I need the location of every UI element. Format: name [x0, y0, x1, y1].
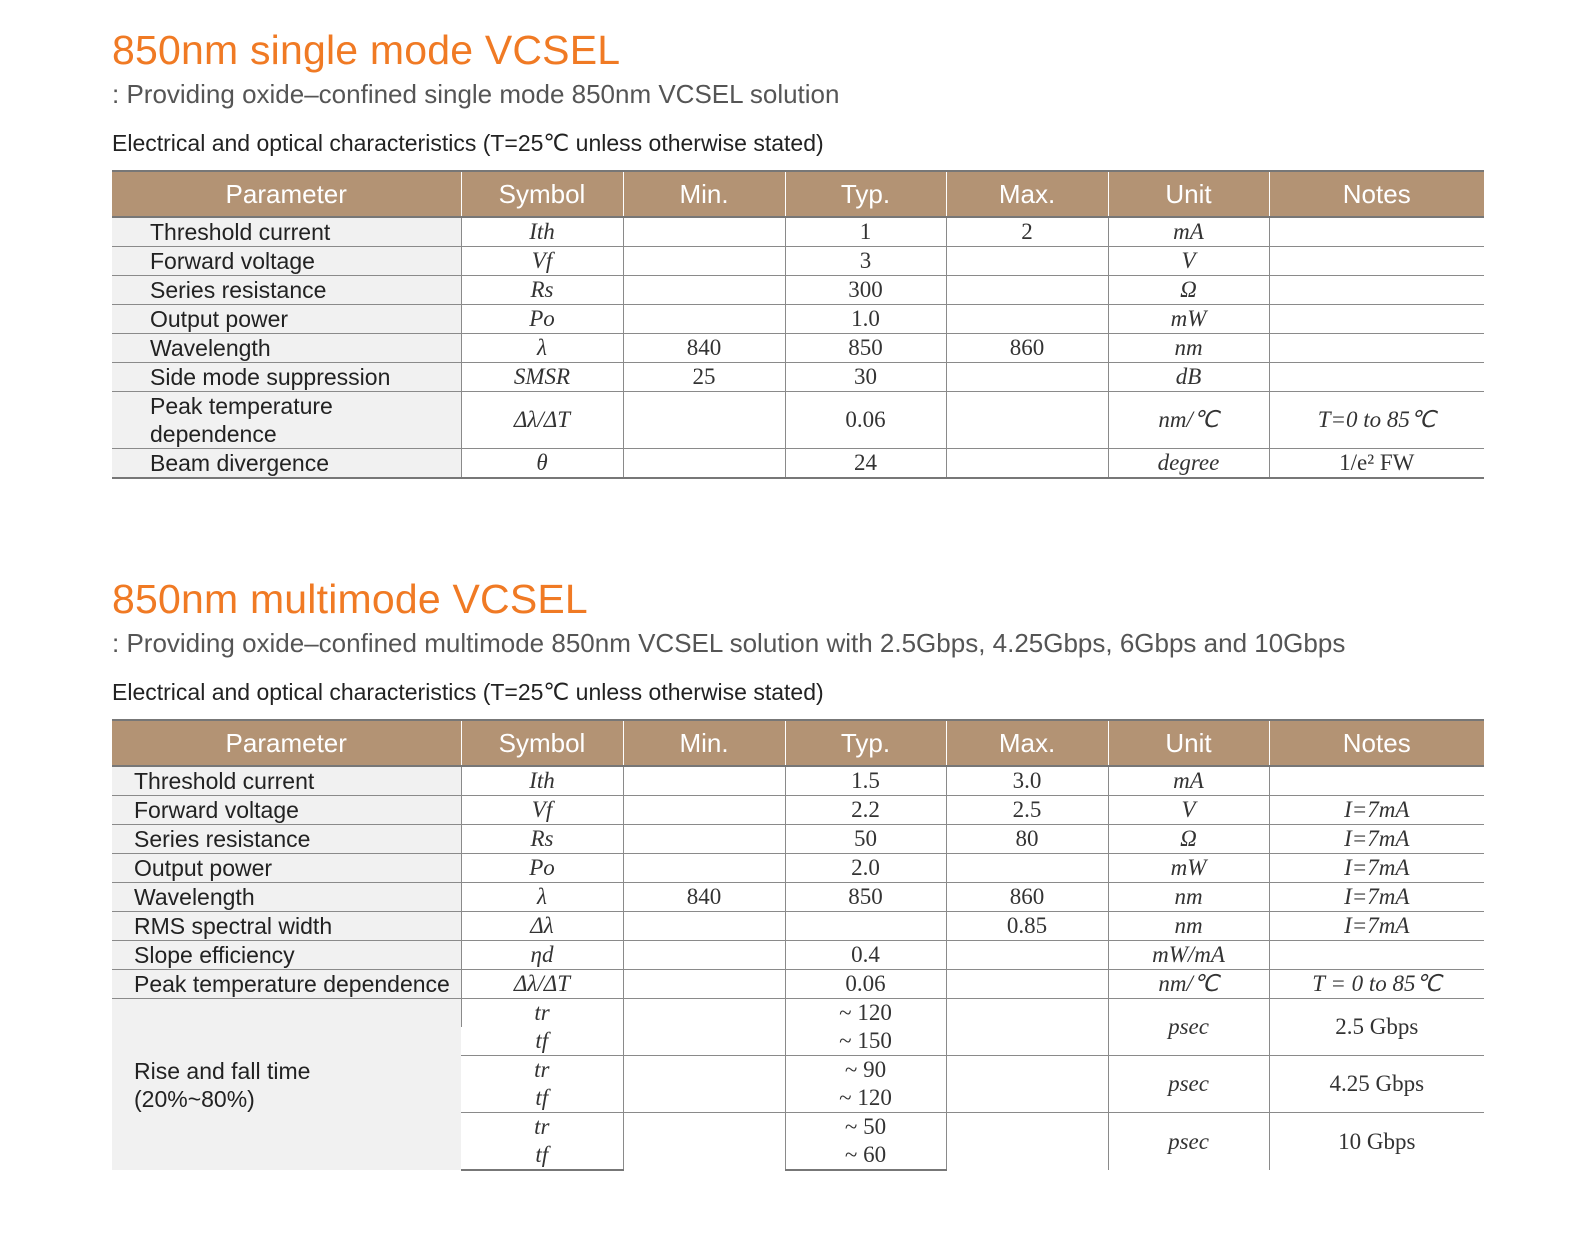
max-cell [946, 854, 1108, 883]
param-cell: Output power [112, 854, 461, 883]
header-max: Max. [946, 171, 1108, 217]
symbol-cell: θ [461, 449, 623, 479]
unit-cell: psec [1108, 1113, 1269, 1171]
symbol-cell: Vf [461, 247, 623, 276]
table-header-row [112, 720, 1484, 766]
multimode-title: 850nm multimode VCSEL [112, 576, 588, 622]
unit-cell: mW [1108, 854, 1269, 883]
symbol-cell: Vf [461, 796, 623, 825]
multimode-table [112, 719, 1484, 1171]
notes-cell: 10 Gbps [1269, 1113, 1484, 1171]
table-row [112, 825, 1484, 854]
typ-cell: 50 [785, 825, 946, 854]
param-cell: Series resistance [112, 276, 461, 305]
notes-cell: T = 0 to 85℃ [1269, 970, 1484, 999]
unit-cell: dB [1108, 363, 1269, 392]
param-cell: Side mode suppression [112, 363, 461, 392]
symbol-cell: λ [461, 883, 623, 912]
notes-cell [1269, 334, 1484, 363]
unit-cell: psec [1108, 1056, 1269, 1113]
typ-cell [785, 912, 946, 941]
typ-cell: 2.0 [785, 854, 946, 883]
min-cell [623, 305, 785, 334]
symbol-cell: Δλ [461, 912, 623, 941]
unit-cell: nm [1108, 912, 1269, 941]
notes-cell: I=7mA [1269, 912, 1484, 941]
unit-cell: psec [1108, 999, 1269, 1056]
notes-cell: I=7mA [1269, 825, 1484, 854]
min-cell [623, 825, 785, 854]
max-cell [946, 276, 1108, 305]
table-row [112, 217, 1484, 247]
notes-cell [1269, 363, 1484, 392]
table-row [112, 941, 1484, 970]
typ-cell: ~ 120 [785, 1084, 946, 1113]
header-notes: Notes [1269, 171, 1484, 217]
min-cell: 25 [623, 363, 785, 392]
header-typ: Typ. [785, 171, 946, 217]
min-cell [623, 1056, 785, 1113]
unit-cell: Ω [1108, 825, 1269, 854]
max-cell [946, 941, 1108, 970]
param-cell: Forward voltage [112, 796, 461, 825]
unit-cell: V [1108, 247, 1269, 276]
symbol-cell: Rs [461, 276, 623, 305]
typ-cell: ~ 150 [785, 1027, 946, 1056]
unit-cell: mW/mA [1108, 941, 1269, 970]
typ-cell: 1.5 [785, 766, 946, 796]
notes-cell: I=7mA [1269, 796, 1484, 825]
notes-cell [1269, 766, 1484, 796]
param-cell: Wavelength [112, 334, 461, 363]
symbol-cell: tr [461, 999, 623, 1028]
max-cell: 860 [946, 334, 1108, 363]
param-cell: Threshold current [112, 217, 461, 247]
max-cell: 2 [946, 217, 1108, 247]
min-cell [623, 999, 785, 1056]
notes-cell: I=7mA [1269, 883, 1484, 912]
max-cell [946, 970, 1108, 999]
min-cell [623, 766, 785, 796]
symbol-cell: SMSR [461, 363, 623, 392]
header-max: Max. [946, 720, 1108, 766]
param-cell: Peak temperature dependence [112, 392, 461, 449]
header-symbol: Symbol [461, 720, 623, 766]
param-cell: Output power [112, 305, 461, 334]
typ-cell: 0.4 [785, 941, 946, 970]
header-unit: Unit [1108, 720, 1269, 766]
header-parameter: Parameter [112, 720, 461, 766]
table-row [112, 854, 1484, 883]
max-cell: 80 [946, 825, 1108, 854]
header-parameter: Parameter [112, 171, 461, 217]
max-cell [946, 392, 1108, 449]
table-row [112, 305, 1484, 334]
table-row [112, 912, 1484, 941]
symbol-cell: ηd [461, 941, 623, 970]
unit-cell: nm/℃ [1108, 970, 1269, 999]
header-typ: Typ. [785, 720, 946, 766]
table-row [112, 276, 1484, 305]
header-min: Min. [623, 171, 785, 217]
param-cell: Slope efficiency [112, 941, 461, 970]
typ-cell: 24 [785, 449, 946, 479]
min-cell [623, 276, 785, 305]
typ-cell: ~ 60 [785, 1141, 946, 1170]
typ-cell: 300 [785, 276, 946, 305]
min-cell [623, 941, 785, 970]
unit-cell: degree [1108, 449, 1269, 479]
max-cell [946, 305, 1108, 334]
multimode-caption: Electrical and optical characteristics (T=25℃ unless otherwise stated) [112, 679, 824, 705]
single-mode-section [112, 26, 1484, 479]
table-row [112, 247, 1484, 276]
notes-cell [1269, 305, 1484, 334]
max-cell [946, 1113, 1108, 1171]
min-cell [623, 854, 785, 883]
param-cell: Peak temperature dependence [112, 970, 461, 999]
unit-cell: Ω [1108, 276, 1269, 305]
table-row [112, 363, 1484, 392]
rise-fall-label: Rise and fall time [134, 1057, 311, 1084]
param-cell: Threshold current [112, 766, 461, 796]
symbol-cell: tr [461, 1113, 623, 1142]
symbol-cell: Δλ/ΔT [461, 392, 623, 449]
table-row [112, 796, 1484, 825]
notes-cell: I=7mA [1269, 854, 1484, 883]
multimode-subtitle: : Providing oxide–confined multimode 850nm VCSEL solution with 2.5Gbps, 4.25Gbps, 6Gbps and 10Gbps [112, 628, 1346, 658]
unit-cell: nm/℃ [1108, 392, 1269, 449]
rise-fall-row [112, 999, 1484, 1028]
unit-cell: nm [1108, 883, 1269, 912]
min-cell [623, 392, 785, 449]
typ-cell: 1 [785, 217, 946, 247]
min-cell [623, 1113, 785, 1171]
symbol-cell: Ith [461, 217, 623, 247]
multimode-section [112, 575, 1484, 1171]
table-row [112, 766, 1484, 796]
single-mode-title: 850nm single mode VCSEL [112, 27, 621, 73]
rise-fall-range: (20%~80%) [134, 1085, 255, 1112]
max-cell [946, 1056, 1108, 1113]
header-notes: Notes [1269, 720, 1484, 766]
typ-cell: ~ 50 [785, 1113, 946, 1142]
max-cell [946, 449, 1108, 479]
notes-cell [1269, 276, 1484, 305]
header-symbol: Symbol [461, 171, 623, 217]
typ-cell: ~ 90 [785, 1056, 946, 1085]
typ-cell: 0.06 [785, 970, 946, 999]
symbol-cell: Po [461, 305, 623, 334]
unit-cell: V [1108, 796, 1269, 825]
typ-cell: 1.0 [785, 305, 946, 334]
typ-cell: 2.2 [785, 796, 946, 825]
table-row [112, 334, 1484, 363]
max-cell [946, 999, 1108, 1056]
symbol-cell: tf [461, 1141, 623, 1170]
param-cell: Wavelength [112, 883, 461, 912]
single-mode-subtitle: : Providing oxide–confined single mode 850nm VCSEL solution [112, 79, 840, 109]
min-cell [623, 912, 785, 941]
max-cell: 3.0 [946, 766, 1108, 796]
rise-fall-param-cell [112, 999, 461, 1171]
max-cell: 2.5 [946, 796, 1108, 825]
min-cell [623, 796, 785, 825]
header-unit: Unit [1108, 171, 1269, 217]
notes-cell [1269, 941, 1484, 970]
param-cell: RMS spectral width [112, 912, 461, 941]
typ-cell: 3 [785, 247, 946, 276]
max-cell [946, 247, 1108, 276]
table-row [112, 392, 1484, 449]
min-cell [623, 449, 785, 479]
single-mode-table [112, 170, 1484, 479]
min-cell: 840 [623, 334, 785, 363]
table-header-row [112, 171, 1484, 217]
unit-cell: nm [1108, 334, 1269, 363]
min-cell [623, 247, 785, 276]
max-cell [946, 363, 1108, 392]
symbol-cell: tf [535, 1085, 549, 1110]
unit-cell: mA [1108, 766, 1269, 796]
table-row [112, 970, 1484, 999]
typ-cell: 850 [785, 883, 946, 912]
symbol-cell: Po [461, 854, 623, 883]
unit-cell: mA [1108, 217, 1269, 247]
symbol-cell: tr [461, 1056, 623, 1085]
table-row [112, 883, 1484, 912]
notes-cell: 4.25 Gbps [1269, 1056, 1484, 1113]
typ-cell: ~ 120 [785, 999, 946, 1028]
notes-cell [1269, 217, 1484, 247]
unit-cell: mW [1108, 305, 1269, 334]
typ-cell: 30 [785, 363, 946, 392]
symbol-cell: Rs [461, 825, 623, 854]
notes-cell: 1/e² FW [1269, 449, 1484, 479]
param-cell: Forward voltage [112, 247, 461, 276]
table-row [112, 449, 1484, 479]
min-cell [623, 217, 785, 247]
typ-cell: 850 [785, 334, 946, 363]
header-min: Min. [623, 720, 785, 766]
symbol-cell: tf [535, 1028, 549, 1053]
notes-cell: T=0 to 85℃ [1269, 392, 1484, 449]
notes-cell: 2.5 Gbps [1269, 999, 1484, 1056]
symbol-cell: Ith [461, 766, 623, 796]
typ-cell: 0.06 [785, 392, 946, 449]
param-cell: Series resistance [112, 825, 461, 854]
min-cell [623, 970, 785, 999]
symbol-cell: λ [461, 334, 623, 363]
min-cell: 840 [623, 883, 785, 912]
single-mode-caption: Electrical and optical characteristics (T=25℃ unless otherwise stated) [112, 130, 824, 156]
notes-cell [1269, 247, 1484, 276]
symbol-cell: Δλ/ΔT [461, 970, 623, 999]
max-cell: 0.85 [946, 912, 1108, 941]
param-cell: Beam divergence [112, 449, 461, 479]
max-cell: 860 [946, 883, 1108, 912]
